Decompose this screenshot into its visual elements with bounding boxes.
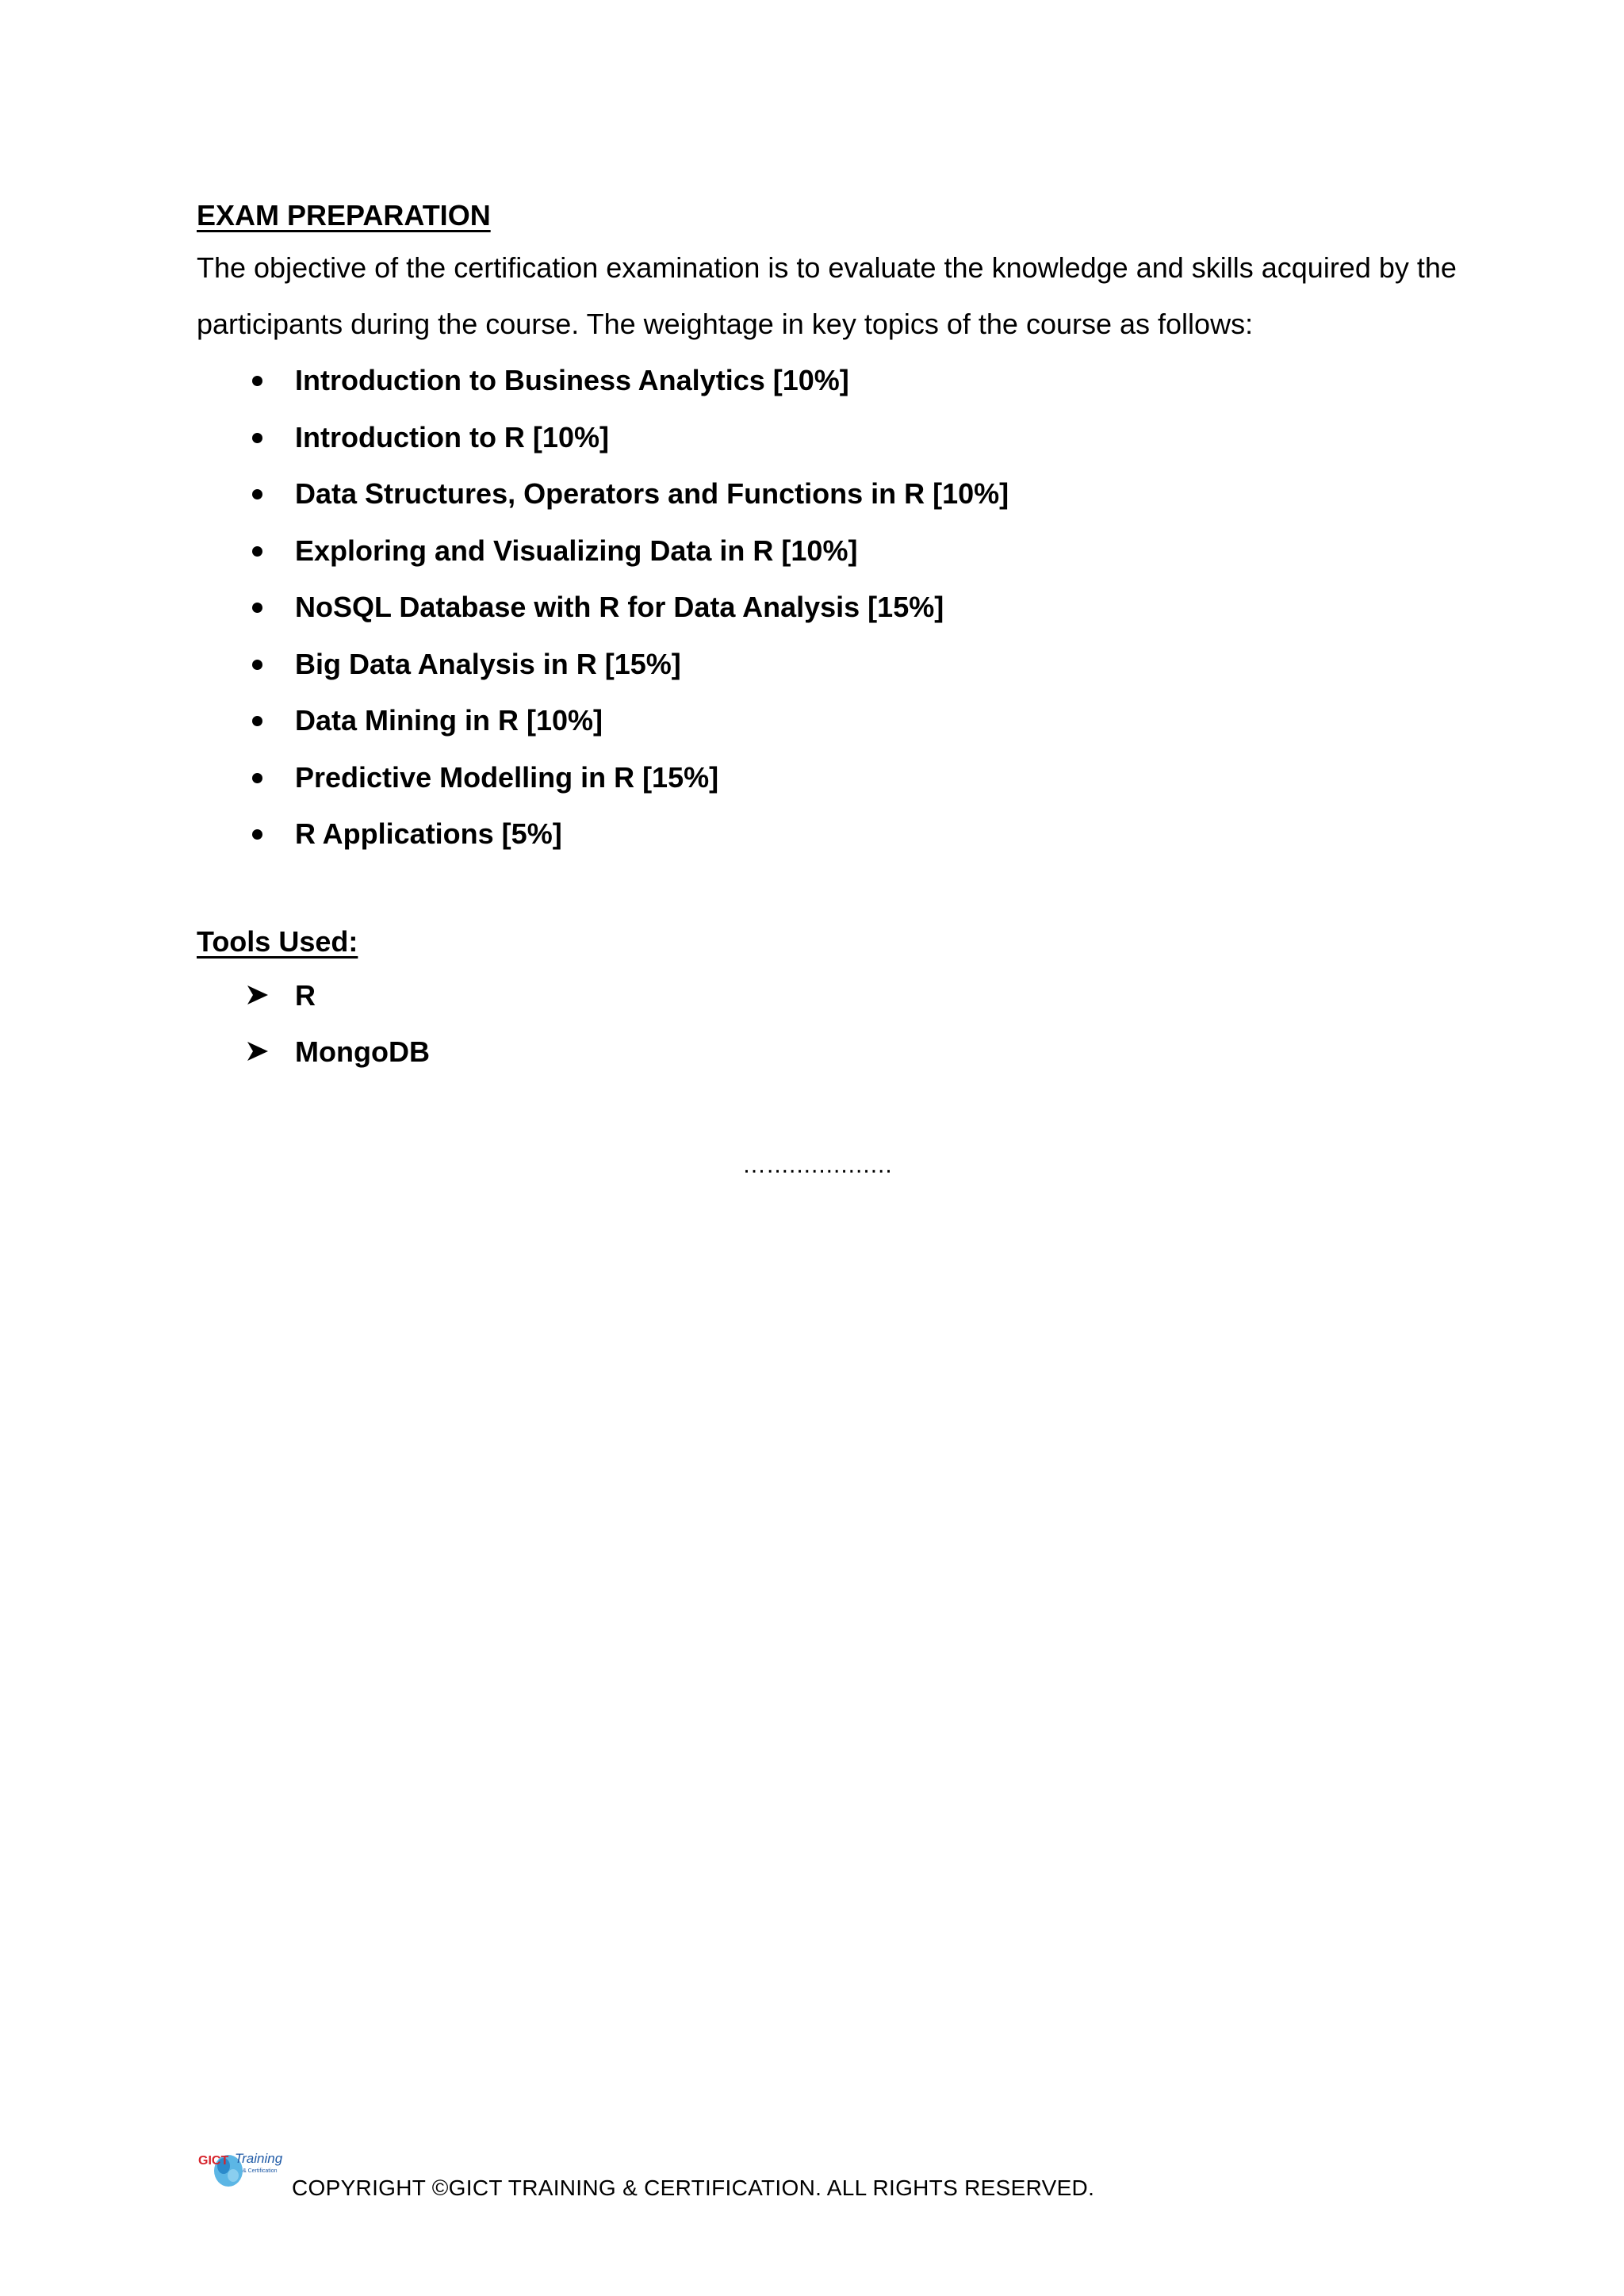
topic-list xyxy=(197,352,1465,863)
copyright-footer: COPYRIGHT ©GICT TRAINING & CERTIFICATION. ALL RIGHTS RESERVED. xyxy=(292,2175,1095,2200)
topic-label: Introduction to Business Analytics [10%] xyxy=(295,364,849,396)
topic-item xyxy=(197,409,1465,466)
bullet-icon xyxy=(252,829,262,840)
tools-list xyxy=(197,967,1465,1080)
exam-preparation-heading: EXAM PREPARATION xyxy=(197,199,491,232)
arrow-bullet-icon xyxy=(246,1039,270,1063)
topic-label: Predictive Modelling in R [15%] xyxy=(295,760,719,794)
topic-label: Big Data Analysis in R [15%] xyxy=(295,647,681,680)
tool-label: MongoDB xyxy=(295,1035,430,1068)
tool-item xyxy=(197,967,1465,1024)
tool-item xyxy=(197,1024,1465,1080)
gict-logo xyxy=(197,2141,285,2191)
intro-paragraph: The objective of the certification examination is to evaluate the knowledge and skills acquired by the participants during the course. The weightage in key topics of the course as follows: xyxy=(197,251,1457,340)
topic-label: Introduction to R [10%] xyxy=(295,420,609,453)
topic-label: NoSQL Database with R for Data Analysis [15%] xyxy=(295,591,944,623)
bullet-icon xyxy=(252,433,262,443)
topic-label: Data Mining in R [10%] xyxy=(295,704,603,737)
topic-item xyxy=(197,692,1465,749)
tool-label: R xyxy=(295,978,316,1012)
logo-text-gict: GICT xyxy=(198,2154,229,2168)
topic-label: R Applications [5%] xyxy=(295,817,562,850)
topic-item xyxy=(197,749,1465,806)
document-content xyxy=(197,193,1465,1080)
topic-label: Data Structures, Operators and Functions in R [10%] xyxy=(295,477,1009,510)
logo-text-training: Training xyxy=(235,2151,283,2166)
topic-item xyxy=(197,806,1465,863)
topic-item xyxy=(197,579,1465,636)
bullet-icon xyxy=(252,489,262,499)
topic-item xyxy=(197,636,1465,693)
bullet-icon xyxy=(252,603,262,613)
arrow-bullet-icon xyxy=(246,983,270,1007)
bullet-icon xyxy=(252,660,262,670)
bullet-icon xyxy=(252,376,262,386)
topic-item xyxy=(197,352,1465,409)
logo-subtext: & Certification xyxy=(243,2168,278,2174)
bullet-icon xyxy=(252,773,262,783)
tools-used-heading: Tools Used: xyxy=(197,924,358,958)
bullet-icon xyxy=(252,716,262,726)
topic-item xyxy=(197,465,1465,522)
end-of-page-marker: …................. xyxy=(742,1152,893,1178)
bullet-icon xyxy=(252,546,262,557)
topic-label: Exploring and Visualizing Data in R [10%] xyxy=(295,534,858,567)
topic-item xyxy=(197,522,1465,580)
